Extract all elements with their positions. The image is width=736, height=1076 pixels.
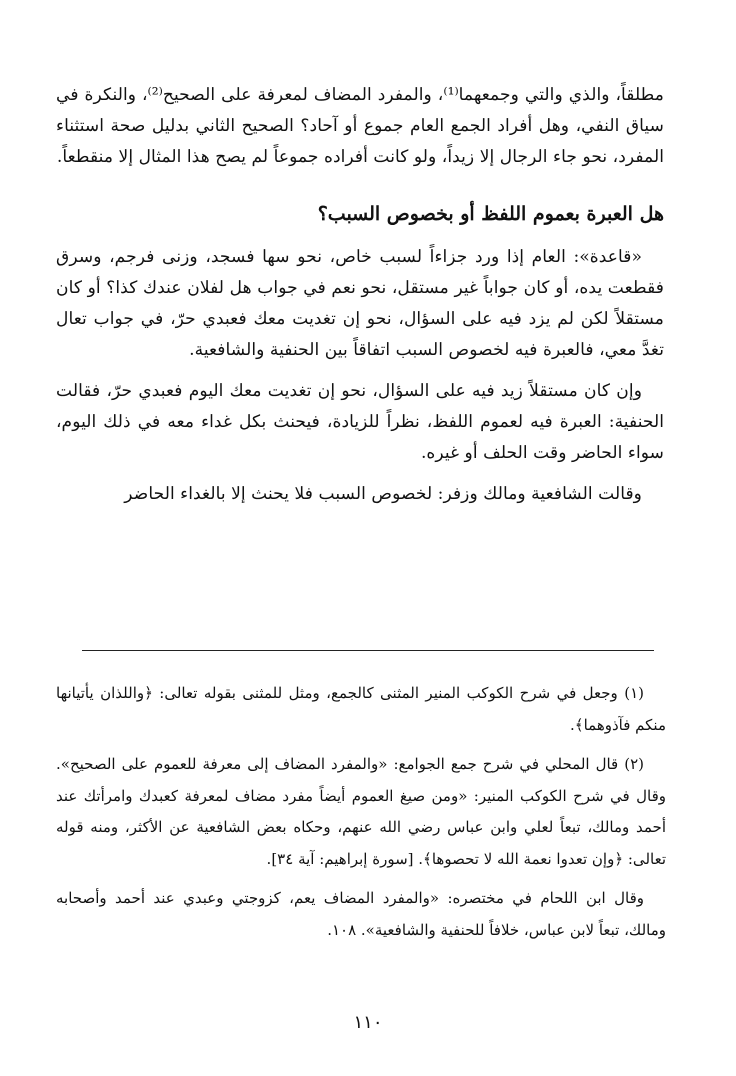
paragraph-general-terms: مطلقاً، والذي والتي وجمعهما⁽¹⁾، والمفرد المضاف لمعرفة على الصحيح⁽²⁾، والنكرة في سياق النفي، وهل أفراد الجمع العام جموع أو آحاد؟ الصحيح الثاني بدليل صحة استثناء المفرد، نحو جاء الرجال إلا زيداً، ولو كانت أفراده جموعاً لم يصح هذا المثال إلا منقطعاً. (56, 85, 664, 167)
footnote-1: (١) وجعل في شرح الكوكب المنير المثنى كالجمع، ومثل للمثنى بقوله تعالى: ﴿واللذان يأتيانها منكم فآذوهما﴾. (56, 684, 666, 734)
paragraph-hanafi-view: وإن كان مستقلاً زيد فيه على السؤال، نحو إن تغديت معك اليوم فعبدي حرّ، فقالت الحنفية: العبرة فيه لعموم اللفظ، نظراً للزيادة، فيحنث بكل غداء معه في ذلك اليوم، سواء الحاضر وقت الحلف أو غيره. (56, 381, 664, 463)
main-text-block (56, 80, 664, 520)
paragraph-shafii-view: وقالت الشافعية ومالك وزفر: لخصوص السبب فلا يحنث إلا بالغداء الحاضر (124, 484, 642, 504)
page-number: ١١٠ (353, 1012, 383, 1033)
section-heading: هل العبرة بعموم اللفظ أو بخصوص السبب؟ (317, 203, 664, 225)
footnote-2-continued: وقال ابن اللحام في مختصره: «والمفرد المضاف يعم، كزوجتي وعبدي عند أحمد وأصحابه ومالك، تبعاً لابن عباس، خلافاً للحنفية والشافعية». ١٠٨. (56, 889, 666, 939)
footnotes-block (56, 678, 666, 954)
footnote-2: (٢) قال المحلي في شرح جمع الجوامع: «والمفرد المضاف إلى معرفة للعموم على الصحيح». وقال في شرح الكوكب المنير: «ومن صيغ العموم أيضاً مفرد مضاف لمعرفة كعبدك وامرأتك عند أحمد ومالك، تبعاً لعلي وابن عباس رضي الله عنهم، وحكاه بعض الشافعية عن الأكثر، ومنه قوله تعالى: ﴿وإن تعدوا نعمة الله لا تحصوها﴾. [سورة إبراهيم: آية ٣٤]. (56, 755, 666, 868)
paragraph-rule: «قاعدة»: العام إذا ورد جزاءاً لسبب خاص، نحو سها فسجد، وزنى فرجم، وسرق فقطعت يده، أو كان جواباً غير مستقل، نحو نعم في جواب هل لفلان عندك كذا؟ أو كان مستقلاً لكن لم يزد فيه على السؤال، نحو إن تغديت معك فعبدي حرّ، في جواب تعال تغدَّ معي، فالعبرة فيه لخصوص السبب اتفاقاً بين الحنفية والشافعية. (56, 247, 664, 360)
footnote-divider (82, 650, 654, 651)
